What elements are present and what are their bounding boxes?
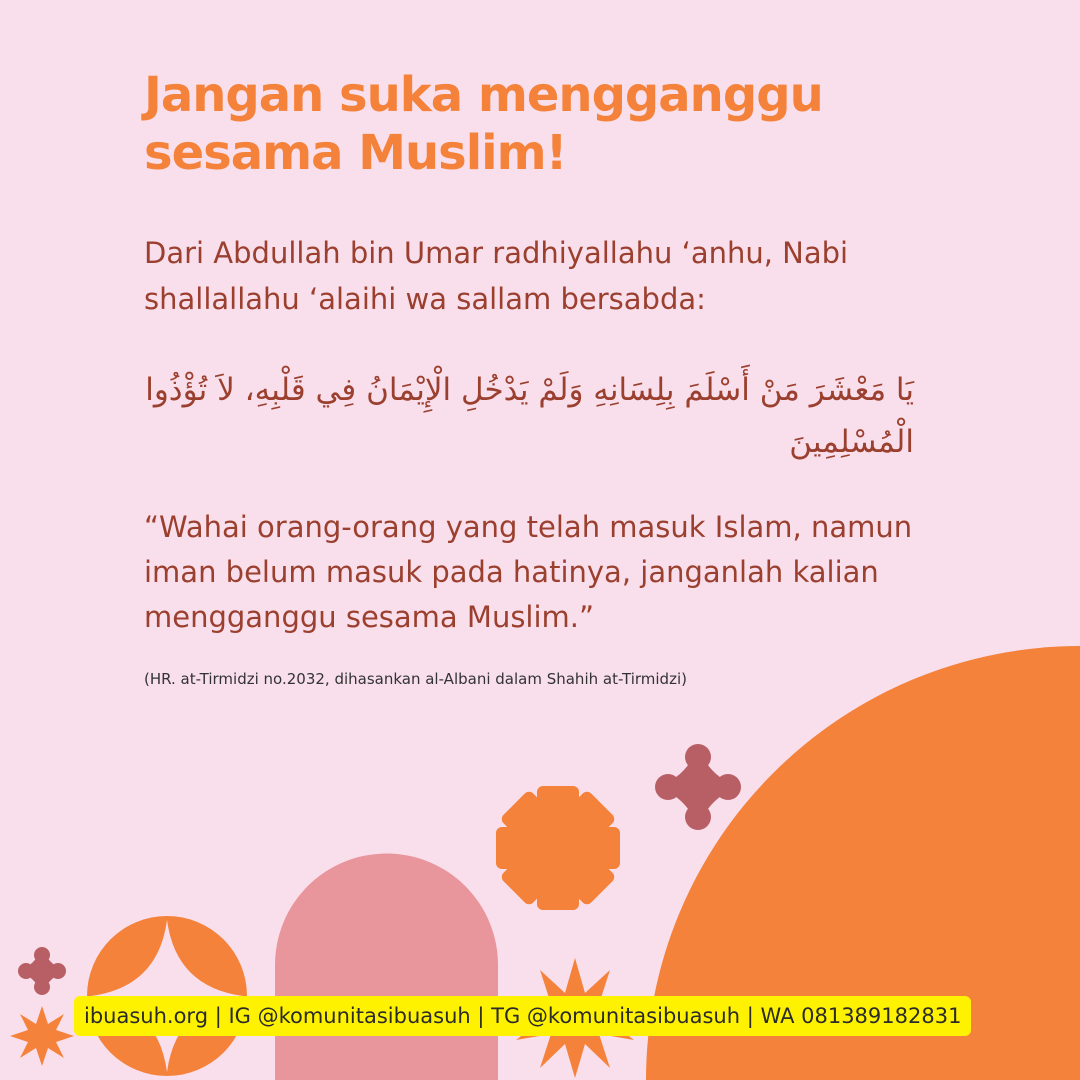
small-orange-starburst [10,1006,74,1066]
mauve-clover-shape [655,744,741,830]
hadith-translation: “Wahai orang-orang yang telah masuk Islam, namun iman belum masuk pada hatinya, janganlah kalian mengganggu sesama Muslim.” [144,510,913,634]
contact-footer-banner: ibuasuh.org | IG @komunitasibuasuh | TG @komunitasibuasuh | WA 081389182831 [74,996,971,1036]
hadith-intro: Dari Abdullah bin Umar radhiyallahu ‘anhu, Nabi shallallahu ‘alaihi wa sallam bersabda: [144,236,849,316]
hadith-arabic-text: يَا مَعْشَرَ مَنْ أَسْلَمَ بِلِسَانِهِ وَلَمْ يَدْخُلِ الْإِيْمَانُ فِي قَلْبِهِ، لاَ تُؤْذُوا الْمُسْلِمِينَ [145,372,914,460]
pink-arch-shape [275,854,498,1080]
orange-asterisk-shape [496,786,620,910]
page-title: Jangan suka mengganggu sesama Muslim! [144,67,823,181]
small-mauve-plus-shape [18,947,66,995]
hadith-source: (HR. at-Tirmidzi no.2032, dihasankan al-Albani dalam Shahih at-Tirmidzi) [144,670,687,688]
